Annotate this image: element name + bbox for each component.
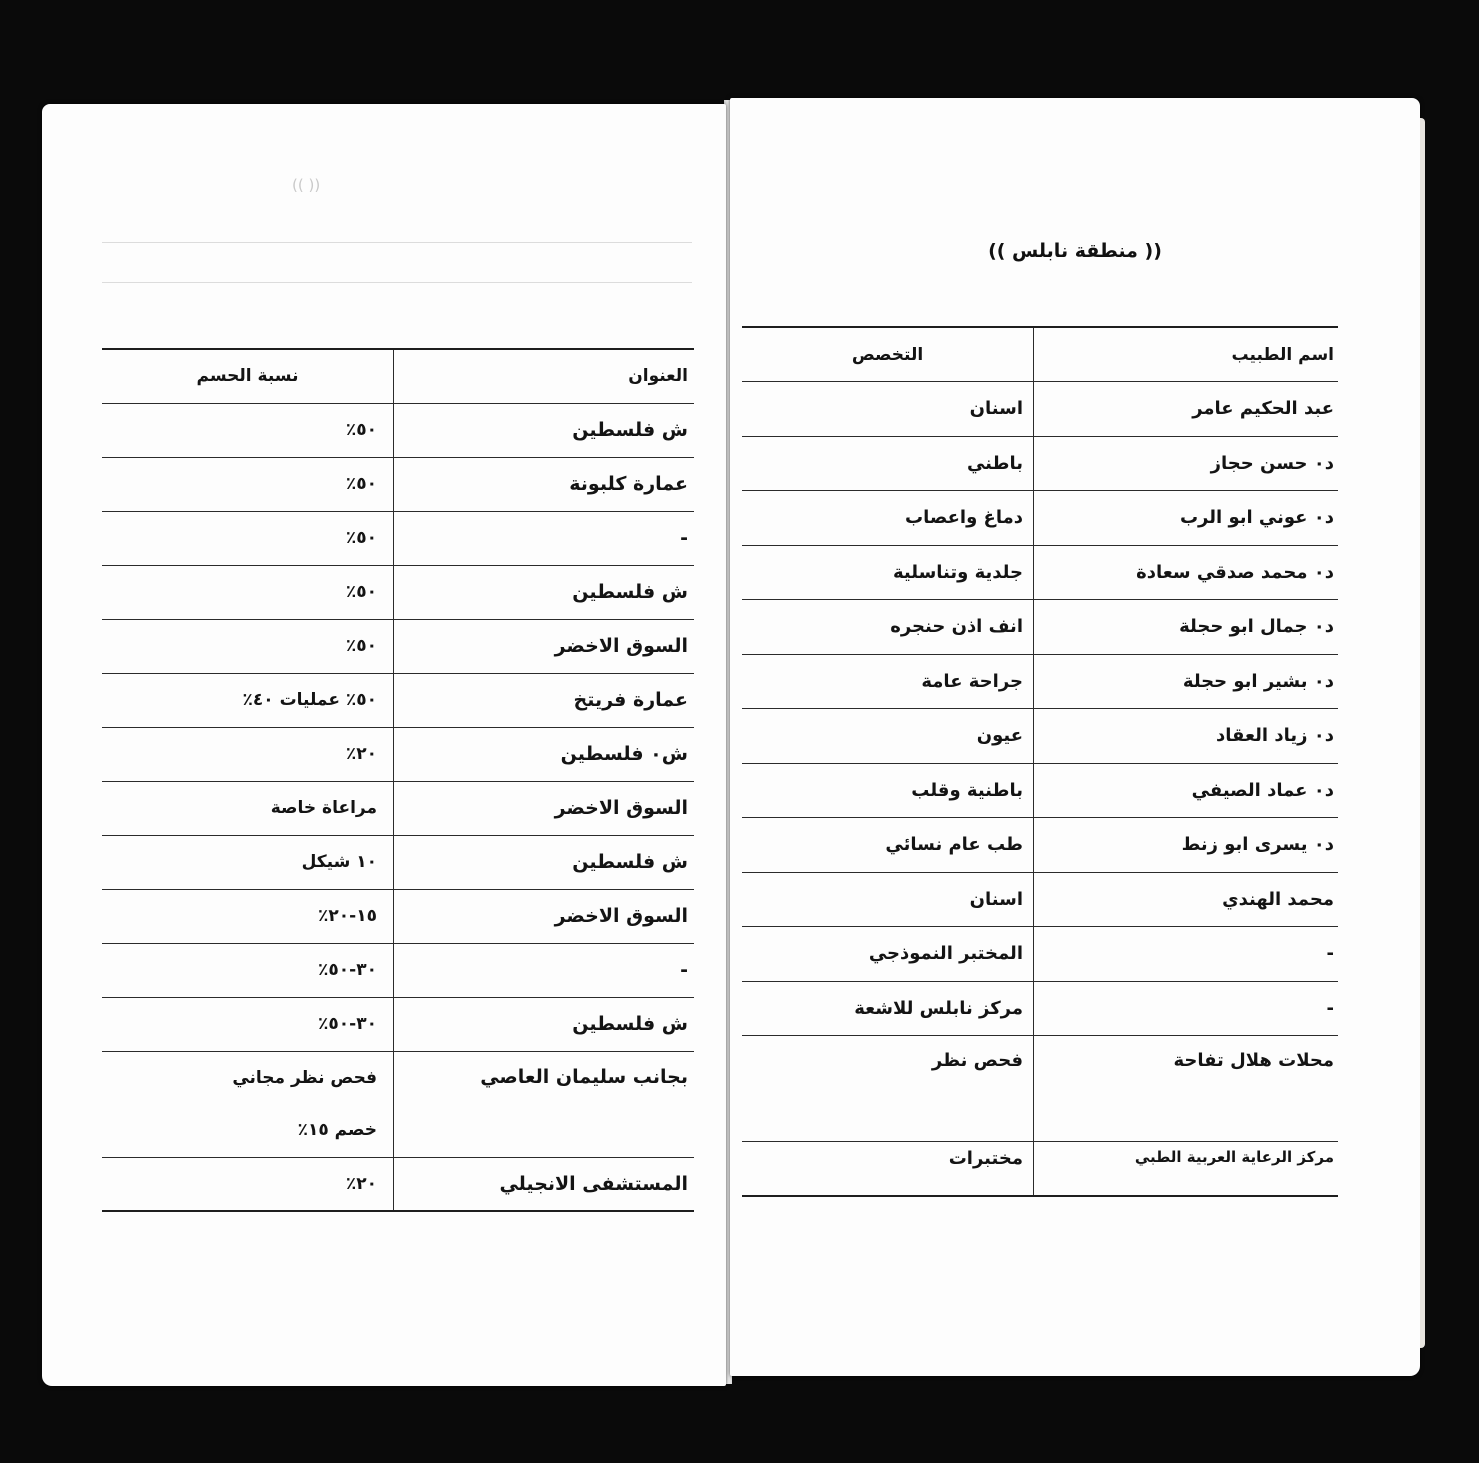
discount-cell: ١٠ شيكل	[102, 835, 394, 889]
doctor-cell: د٠ محمد صدقي سعادة	[1034, 545, 1339, 600]
doctor-cell: عبد الحكيم عامر	[1034, 382, 1339, 437]
discount-cell: ٢٠٪	[102, 727, 394, 781]
table-row	[742, 981, 1338, 1036]
table-row	[102, 727, 694, 781]
table-row	[102, 781, 694, 835]
discount-cell: ٣٠-٥٠٪	[102, 943, 394, 997]
page-title: (( منطقة نابلس ))	[988, 240, 1162, 262]
table-row	[102, 619, 694, 673]
discount-cell: ١٥-٢٠٪	[102, 889, 394, 943]
specialty-cell: مركز نابلس للاشعة	[742, 981, 1034, 1036]
doctors-table	[742, 326, 1338, 1197]
specialty-cell: باطني	[742, 436, 1034, 491]
discount-cell: ٥٠٪	[102, 619, 394, 673]
doctor-cell: د٠ عماد الصيفي	[1034, 763, 1339, 818]
specialty-cell: المختبر النموذجي	[742, 927, 1034, 982]
discount-cell: ٥٠٪	[102, 565, 394, 619]
discount-line: خصم ١٥٪	[297, 1120, 377, 1140]
table-row	[102, 457, 694, 511]
address-cell: ش٠ فلسطين	[394, 727, 695, 781]
table-header-row	[742, 327, 1338, 382]
table-row	[102, 511, 694, 565]
table-row	[102, 943, 694, 997]
column-header-doctor: اسم الطبيب	[1034, 327, 1339, 382]
specialty-cell: انف اذن حنجره	[742, 600, 1034, 655]
doctor-cell: د٠ حسن حجاز	[1034, 436, 1339, 491]
table-row	[102, 403, 694, 457]
right-page	[730, 98, 1420, 1376]
table-row	[742, 382, 1338, 437]
address-cell: ش فلسطين	[394, 835, 695, 889]
discount-cell: ٥٠٪ عمليات ٤٠٪	[102, 673, 394, 727]
bleed-through-line	[102, 282, 692, 283]
table-row	[742, 1036, 1338, 1142]
address-cell: المستشفى الانجيلي	[394, 1157, 695, 1211]
doctor-cell: محمد الهندي	[1034, 872, 1339, 927]
specialty-cell: فحص نظر	[742, 1036, 1034, 1142]
table-row	[742, 436, 1338, 491]
doctor-cell: د٠ يسرى ابو زنط	[1034, 818, 1339, 873]
specialty-cell: عيون	[742, 709, 1034, 764]
table-header-row	[102, 349, 694, 403]
doctor-cell: مركز الرعاية العربية الطبي	[1034, 1142, 1339, 1197]
discount-cell: ٥٠٪	[102, 511, 394, 565]
specialty-cell: مختبرات	[742, 1142, 1034, 1197]
address-cell: عمارة كلبونة	[394, 457, 695, 511]
table-row	[742, 927, 1338, 982]
doctor-cell: محلات هلال تفاحة	[1034, 1036, 1339, 1142]
bleed-through-text: (( ))	[292, 176, 321, 194]
column-header-address: العنوان	[394, 349, 695, 403]
discount-line: فحص نظر مجاني	[232, 1068, 377, 1088]
doctor-cell: د٠ جمال ابو حجلة	[1034, 600, 1339, 655]
discount-cell: ٥٠٪	[102, 403, 394, 457]
address-cell: السوق الاخضر	[394, 619, 695, 673]
table-row	[102, 997, 694, 1051]
doctor-cell: د٠ بشير ابو حجلة	[1034, 654, 1339, 709]
table-row	[742, 709, 1338, 764]
discount-table	[102, 348, 694, 1212]
table-row	[742, 654, 1338, 709]
doctor-cell: -	[1034, 981, 1339, 1036]
discount-cell: ٢٠٪	[102, 1157, 394, 1211]
column-header-specialty: التخصص	[742, 327, 1034, 382]
table-row	[742, 818, 1338, 873]
address-cell: ش فلسطين	[394, 997, 695, 1051]
doctor-cell: د٠ زياد العقاد	[1034, 709, 1339, 764]
table-row	[102, 673, 694, 727]
address-cell: السوق الاخضر	[394, 889, 695, 943]
left-page	[42, 104, 726, 1386]
specialty-cell: جلدية وتناسلية	[742, 545, 1034, 600]
address-cell: -	[394, 943, 695, 997]
doctor-cell: -	[1034, 927, 1339, 982]
specialty-cell: طب عام نسائي	[742, 818, 1034, 873]
discount-cell: ٣٠-٥٠٪	[102, 997, 394, 1051]
specialty-cell: اسنان	[742, 872, 1034, 927]
address-cell: بجانب سليمان العاصي	[394, 1051, 695, 1157]
table-row	[102, 1051, 694, 1157]
table-row	[742, 545, 1338, 600]
table-row	[742, 872, 1338, 927]
table-row	[102, 565, 694, 619]
table-row	[102, 835, 694, 889]
doctor-cell: د٠ عوني ابو الرب	[1034, 491, 1339, 546]
table-row	[102, 1157, 694, 1211]
specialty-cell: باطنية وقلب	[742, 763, 1034, 818]
table-row	[742, 491, 1338, 546]
table-row	[742, 600, 1338, 655]
address-cell: -	[394, 511, 695, 565]
specialty-cell: اسنان	[742, 382, 1034, 437]
address-cell: ش فلسطين	[394, 403, 695, 457]
address-cell: ش فلسطين	[394, 565, 695, 619]
discount-cell: مراعاة خاصة	[102, 781, 394, 835]
discount-cell: ٥٠٪	[102, 457, 394, 511]
discount-cell	[102, 1051, 394, 1157]
specialty-cell: جراحة عامة	[742, 654, 1034, 709]
bleed-through-line	[102, 242, 692, 243]
table-row	[742, 763, 1338, 818]
specialty-cell: دماغ واعصاب	[742, 491, 1034, 546]
address-cell: السوق الاخضر	[394, 781, 695, 835]
column-header-discount: نسبة الحسم	[102, 349, 394, 403]
table-row	[742, 1142, 1338, 1197]
address-cell: عمارة فريتخ	[394, 673, 695, 727]
table-row	[102, 889, 694, 943]
